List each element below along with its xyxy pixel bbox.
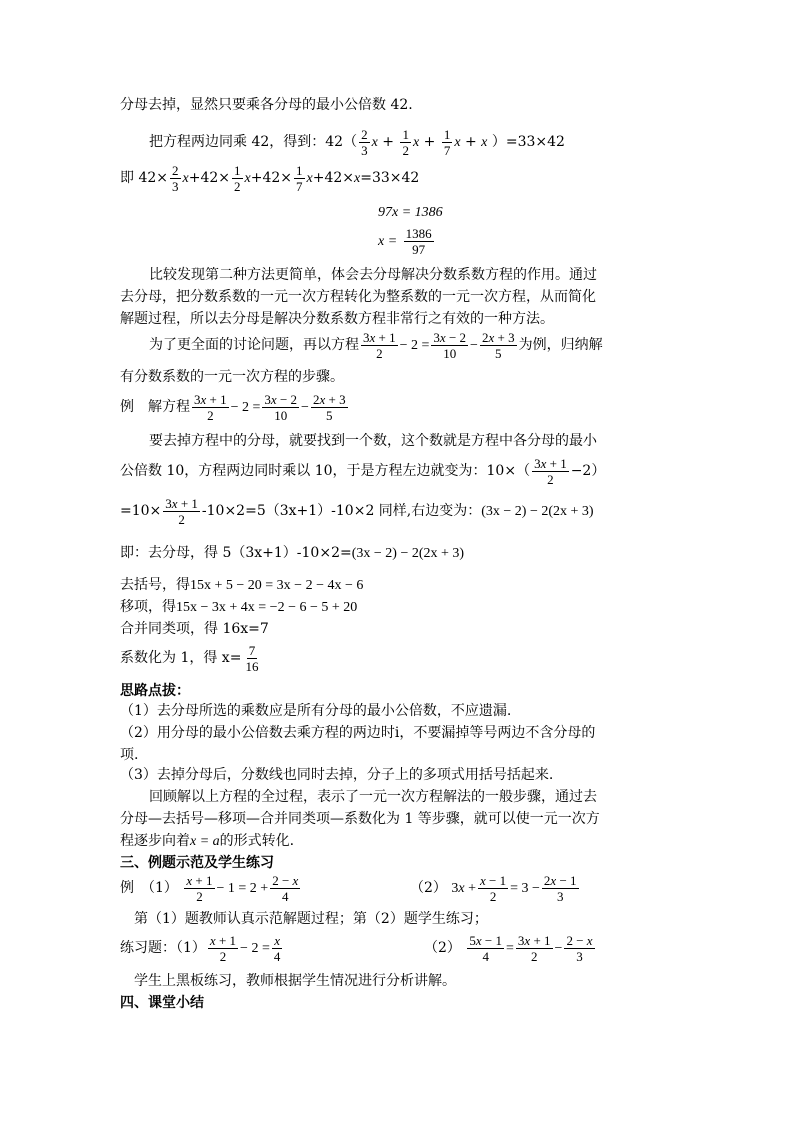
text-segment: −2） [570,463,606,479]
text-segment: 去括号，得 [120,577,190,593]
equation-line: 练习题：（1） $\frac{x + 1}{2}$ − 2 = $\frac{x}{4}$ [120,932,281,964]
equation-line [120,452,605,490]
text-segment: (3x − 2) − 2(2x + 3) [481,504,594,519]
text-line: 有分数系数的一元一次方程的步骤。 [120,369,344,385]
text-segment: 即 42× [120,170,168,186]
section-heading: 三、例题示范及学生练习 [120,855,274,871]
equation-line: 97x = 1386 [378,205,443,220]
text-segment: （2） [424,940,461,956]
equation-line: （2） $\frac{5x - 1}{4}$ = $\frac{3x + 1}{2}$ − $\frac{2 - x}{3}$ [424,932,593,964]
text-line: 解题过程，所以去分母是解决分数系数方程非常行之有效的一种方法。 [120,311,554,327]
text-line: 比较发现第二种方法更简单，体会去分母解决分数系数方程的作用。通过 [149,267,597,283]
fraction: $\frac{5x - 1}{4}$ [469,932,502,964]
text-segment: ）=33×42 [491,134,565,150]
fraction: $\frac{1}{2}$ [234,162,241,194]
text-segment: 例 解方程 [120,399,190,415]
text-line [120,542,464,565]
text-segment: 15x + 5 − 20 = 3x − 2 − 4x − 6 [190,578,364,593]
text-line: （3）去掉分母后，分数线也同时去掉，分子上的多项式用括号括起来. [120,767,554,783]
fraction: $\frac{x + 1}{2}$ [186,872,213,904]
text-line: 项. [120,747,139,763]
text-line: （1）去分母所选的乘数应是所有分母的最小公倍数，不应遗漏. [120,703,512,719]
text-segment: 为例，归纳解 [518,337,603,353]
text-segment: =10× [120,503,162,519]
fraction: $\frac{x + 1}{2}$ [209,932,237,964]
text-segment: x = a [190,834,220,849]
text-line: 去分母，把分数系数的一元一次方程转化为整系数的一元一次方程，从而简化 [120,289,596,305]
text-line: 回顾解以上方程的全过程，表示了一元一次方程解法的一般步骤，通过去 [149,789,597,805]
fraction: $\frac{2}{3}$ [361,126,368,158]
text-line [120,596,357,619]
text-segment: =33×42 [360,170,420,186]
text-segment: 的形式转化. [219,833,295,849]
text-line: 第（1）题教师认真示范解题过程；第（2）题学生练习； [134,911,488,927]
fraction: $\frac{3x + 1}{2}$ [165,495,198,527]
text-segment: 例 （1） [120,880,178,896]
text-line: 分母—去括号—移项—合并同类项—系数化为 1 等步骤，就可以使一元一次方 [120,811,600,827]
text-segment: （2） [410,880,447,896]
fraction: $\frac{2 - x}{4}$ [272,872,299,904]
equation-line: 为了更全面的讨论问题，再以方程 $\frac{3x + 1}{2}$ − 2 = $\frac{3x - 2}{10}$ − $\frac{2x + 3}{5}$ 为例，归纳解 [149,329,603,361]
fraction: $\frac{3x + 1}{2}$ [534,455,567,487]
text-line: 要去掉方程中的分母，就要找到一个数，这个数就是方程中各分母的最小 [149,433,597,449]
fraction: $\frac{3x - 2}{10}$ [433,329,467,361]
equation-line: 即 42× $\frac{2}{3}$ x+42× $\frac{1}{2}$ x+42× $\frac{1}{7}$ x+42×x=33×42 [120,162,420,194]
equation-line: 例 解方程 $\frac{3x + 1}{2}$ − 2 = $\frac{3x - 2}{10}$ − $\frac{2x + 3}{5}$ [120,391,346,423]
fraction: $\frac{1}{7}$ [296,162,303,194]
text-line: （2）用分母的最小公倍数去乘方程的两边时i，不要漏掉等号两边不含分母的 [120,725,596,741]
fraction: $\frac{1}{2}$ [402,126,409,158]
fraction: $\frac{x - 1}{2}$ [480,872,507,904]
fraction: $\frac{3x + 1}{2}$ [363,329,396,361]
text-line [120,574,363,597]
text-line [120,830,294,853]
fraction: $\frac{3x + 1}{2}$ [517,932,551,964]
text-segment: 公倍数 10，方程两边同时乘以 10，于是方程左边就变为：10×（ [120,463,531,479]
fraction: $\frac{2x + 3}{5}$ [481,329,515,361]
text-segment: 程逐步向着 [120,833,190,849]
equation-line: 例 （1） $\frac{x + 1}{2}$ − 1 = 2 + $\frac{2 - x}{4}$ [120,872,299,904]
text-line: 分母去掉，显然只要乘各分母的最小公倍数 42. [120,97,413,113]
text-segment: 把方程两边同乘 42，得到：42（ [149,134,358,150]
text-segment: 为了更全面的讨论问题，再以方程 [149,337,359,353]
text-segment: 练习题：（1） [120,940,206,956]
fraction: $\frac{x}{4}$ [273,932,281,964]
fraction: $\frac{2x + 3}{5}$ [312,391,346,423]
fraction: $\frac{2}{3}$ [172,162,179,194]
equation-line [120,492,594,531]
equation-line [378,222,436,261]
section-heading: 四、课堂小结 [120,995,204,1011]
fraction: $\frac{1}{7}$ [443,126,451,158]
fraction: $\frac{7}{16}$ [245,642,259,674]
fraction: $\frac{3x + 1}{2}$ [194,391,227,423]
text-segment: 移项，得 [120,599,176,615]
fraction: $\frac{2 - x}{3}$ [566,932,593,964]
text-segment: x = [378,234,398,249]
equation-line: （2） 3x + $\frac{x - 1}{2}$ = 3 − $\frac{2x - 1}{3}$ [410,872,577,904]
text-segment: 15x − 3x + 4x = −2 − 6 − 5 + 20 [176,600,358,615]
equation-line: 把方程两边同乘 42，得到：42（ $\frac{2}{3}$ x + $\frac{1}{2}$ x + $\frac{1}{7}$ x + x ）=33×42 [149,126,565,158]
section-heading: 思路点拔： [120,683,190,699]
text-line: 学生上黑板练习，教师根据学生情况进行分析讲解。 [134,973,456,989]
fraction: $\frac{2x - 1}{3}$ [543,872,577,904]
text-line: 合并同类项，得 16x=7 [120,621,269,637]
text-segment: (3x − 2) − 2(2x + 3) [351,546,465,561]
fraction: $\frac{3x - 2}{10}$ [264,391,298,423]
equation-line [120,640,262,676]
text-segment: -10×2=5（3x+1）-10×2 同样,右边变为： [201,503,482,519]
fraction: $\frac{1386}{97}$ [405,225,432,257]
text-segment: 系数化为 1，得 x= [120,650,242,666]
text-segment: 即：去分母，得 5（3x+1）-10×2= [120,545,352,561]
